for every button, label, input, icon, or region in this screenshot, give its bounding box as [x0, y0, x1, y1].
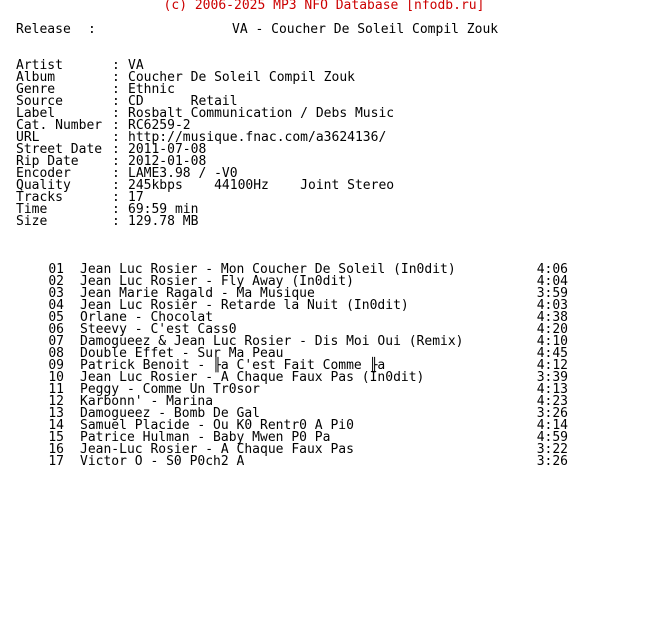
track-title: Patrick Benoit - ╟a C'est Fait Comme ╟a — [80, 358, 386, 373]
track-title: Orlane - Chocolat — [80, 310, 214, 325]
track-number: 17 — [48, 454, 64, 469]
track-number: 13 — [48, 406, 64, 421]
field-label: Genre — [16, 82, 56, 97]
track-title: Jean Marie Ragald - Ma Musique — [80, 286, 315, 301]
field-value: 69:59 min — [128, 202, 199, 217]
track-title: Damogueez & Jean Luc Rosier - Dis Moi Oui (Remix) — [80, 334, 464, 349]
track-title: Samuel Placide - Ou K0 Rentr0 A Pi0 — [80, 418, 354, 433]
field-label: URL — [16, 130, 40, 145]
track-number: 06 — [48, 322, 64, 337]
field-value: LAME3.98 / -V0 — [128, 166, 238, 181]
track-duration: 3:26 — [536, 406, 568, 421]
field-label: Encoder — [16, 166, 71, 181]
track-number: 14 — [48, 418, 64, 433]
track-duration: 4:10 — [536, 334, 568, 349]
track-number: 05 — [48, 310, 64, 325]
field-label: Album — [16, 70, 56, 85]
track-number: 16 — [48, 442, 64, 457]
field-colon: : — [112, 154, 120, 169]
field-value: Rosbalt Communication / Debs Music — [128, 106, 395, 121]
field-value: CD Retail — [128, 94, 238, 109]
track-duration: 3:39 — [536, 370, 568, 385]
track-duration: 3:22 — [536, 442, 568, 457]
track-title: Victor O - S0 P0ch2 A — [80, 454, 245, 469]
field-colon: : — [112, 202, 120, 217]
track-number: 09 — [48, 358, 64, 373]
track-duration: 4:59 — [536, 430, 568, 445]
track-duration: 4:13 — [536, 382, 568, 397]
track-duration: 3:59 — [536, 286, 568, 301]
field-value: http://musique.fnac.com/a3624136/ — [128, 130, 387, 145]
field-label: Cat. Number — [16, 118, 103, 133]
field-label: Street Date — [16, 142, 103, 157]
field-colon: : — [112, 94, 120, 109]
field-colon: : — [112, 106, 120, 121]
field-label: Artist — [16, 58, 63, 73]
field-value: 245kbps 44100Hz Joint Stereo — [128, 178, 395, 193]
field-colon: : — [112, 190, 120, 205]
track-duration: 4:04 — [536, 274, 568, 289]
track-title: Peggy - Comme Un Tr0sor — [80, 382, 261, 397]
field-value: Coucher De Soleil Compil Zouk — [128, 70, 355, 85]
field-colon: : — [112, 166, 120, 181]
field-value: 2012-01-08 — [128, 154, 207, 169]
field-label: Quality — [16, 178, 71, 193]
field-colon: : — [112, 82, 120, 97]
track-duration: 4:20 — [536, 322, 568, 337]
track-duration: 3:26 — [536, 454, 568, 469]
track-number: 01 — [48, 262, 64, 277]
track-number: 12 — [48, 394, 64, 409]
track-title: Jean Luc Rosier - Retarde la Nuit (In0dit) — [80, 298, 409, 313]
field-colon: : — [112, 70, 120, 85]
field-label: Tracks — [16, 190, 63, 205]
track-number: 04 — [48, 298, 64, 313]
track-number: 02 — [48, 274, 64, 289]
field-colon: : — [112, 178, 120, 193]
field-label: Label — [16, 106, 56, 121]
track-duration: 4:06 — [536, 262, 568, 277]
nfo-header: (c) 2006-2025 MP3 NFO Database [nfodb.ru] — [163, 0, 485, 13]
field-value: VA — [128, 58, 144, 73]
field-colon: : — [112, 214, 120, 229]
track-title: Jean-Luc Rosier - A Chaque Faux Pas — [80, 442, 354, 457]
field-colon: : — [112, 118, 120, 133]
track-duration: 4:14 — [536, 418, 568, 433]
track-number: 10 — [48, 370, 64, 385]
release-colon: : — [88, 22, 96, 37]
release-value: VA - Coucher De Soleil Compil Zouk — [232, 22, 499, 37]
field-value: RC6259-2 — [128, 118, 191, 133]
track-duration: 4:03 — [536, 298, 568, 313]
track-duration: 4:45 — [536, 346, 568, 361]
track-title: Double Effet - Sur Ma Peau — [80, 346, 284, 361]
track-number: 11 — [48, 382, 64, 397]
track-duration: 4:23 — [536, 394, 568, 409]
track-title: Jean Luc Rosier - Fly Away (In0dit) — [80, 274, 354, 289]
release-label: Release — [16, 22, 71, 37]
field-label: Source — [16, 94, 63, 109]
track-number: 07 — [48, 334, 64, 349]
track-duration: 4:12 — [536, 358, 568, 373]
field-label: Time — [16, 202, 48, 217]
track-title: Jean Luc Rosier - Mon Coucher De Soleil (In0dit) — [80, 262, 456, 277]
field-label: Rip Date — [16, 154, 79, 169]
field-colon: : — [112, 130, 120, 145]
track-title: Patrice Hulman - Baby Mwen P0 Pa — [80, 430, 331, 445]
field-value: Ethnic — [128, 82, 175, 97]
field-colon: : — [112, 58, 120, 73]
field-value: 17 — [128, 190, 144, 205]
track-title: Steevy - C'est Cass0 — [80, 322, 237, 337]
track-number: 03 — [48, 286, 64, 301]
track-title: Karbonn' - Marina — [80, 394, 214, 409]
field-label: Size — [16, 214, 48, 229]
track-duration: 4:38 — [536, 310, 568, 325]
track-number: 15 — [48, 430, 64, 445]
track-number: 08 — [48, 346, 64, 361]
field-value: 129.78 MB — [128, 214, 199, 229]
field-value: 2011-07-08 — [128, 142, 207, 157]
field-colon: : — [112, 142, 120, 157]
track-title: Jean Luc Rosier - A Chaque Faux Pas (In0dit) — [80, 370, 425, 385]
track-title: Damogueez - Bomb De Gal — [80, 406, 261, 421]
